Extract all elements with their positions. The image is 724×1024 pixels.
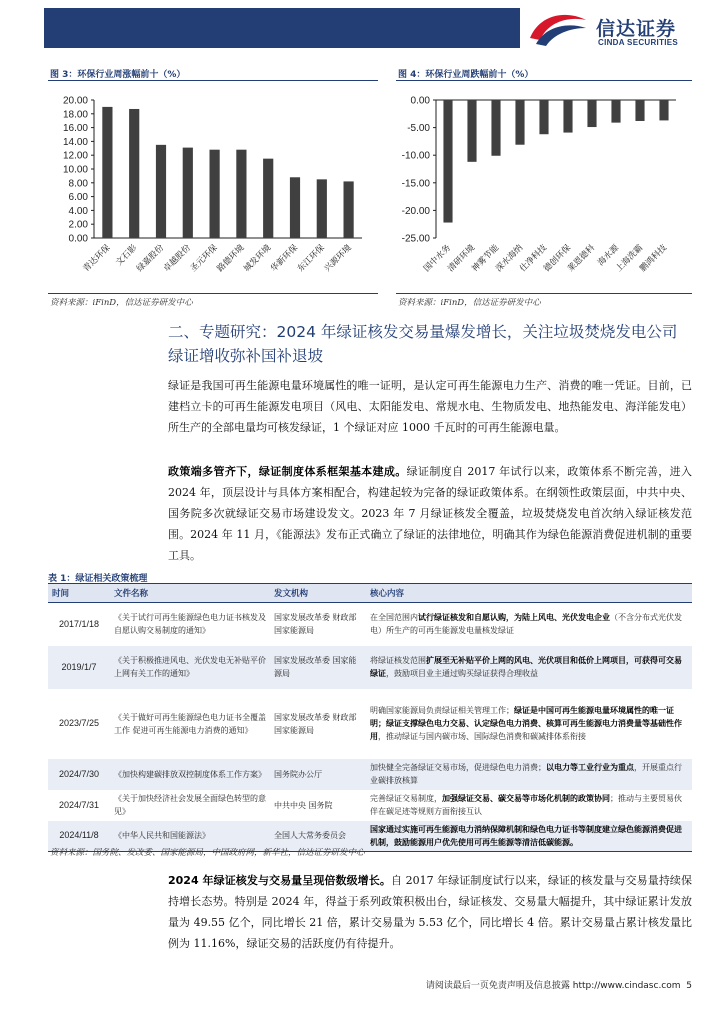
page-header <box>0 0 724 56</box>
category-label: 神雾节能 <box>469 243 502 275</box>
y-tick-label: 6.00 <box>68 192 88 204</box>
policy-paragraph-body: 绿证制度自 2017 年试行以来，政策体系不断完善，进入 2024 年，顶层设计与具体方案相配合，构建起较为完备的绿证政策体系。在纲领性政策层面，中共中央、国务院多次就绿证交易市场建设发文。2023 年 7 月绿证核发全覆盖，垃圾焚烧发电首次纳入绿证核发范围。2024 年 11 月，《能源法》发布正式确立了绿证的法律地位，明确其作为绿色能源消费促进机制的重要工具。 <box>168 465 692 562</box>
category-label: 东江环保 <box>295 243 327 275</box>
row-date: 2024/7/30 <box>48 759 110 790</box>
bar <box>467 100 476 162</box>
table-row <box>48 646 692 689</box>
bar <box>515 100 524 145</box>
bar <box>587 100 596 127</box>
figure3-bar-chart <box>50 82 368 294</box>
logo-swoosh-icon <box>526 8 590 50</box>
y-tick-label: -10.00 <box>401 150 430 162</box>
section-heading: 二、专题研究：2024 年绿证核发交易量爆发增长，关注垃圾焚烧发电公司绿证增收弥补国补退坡 <box>168 323 678 365</box>
category-label: 清研环境 <box>445 243 478 275</box>
y-tick-label: -15.00 <box>401 178 430 190</box>
table-source: 资料来源：国务院、发改委、国家能源局，中国政府网，新华社，信达证券研发中心 <box>50 848 365 858</box>
growth-paragraph-lead: 2024 年绿证核发与交易量呈现倍数级增长。 <box>168 874 391 887</box>
figure4-source: 资料来源：iFinD，信达证券研发中心 <box>398 298 541 308</box>
figure3-bottom-rule <box>48 293 378 294</box>
bar <box>344 181 354 238</box>
table-title: 表 1：绿证相关政策梳理 <box>48 574 148 584</box>
row-document: 《关于做好可再生能源绿色电力证书全覆盖工作 促进可再生能源电力消费的通知》 <box>114 712 266 735</box>
logo-chinese-name: 信达证券 <box>596 18 677 40</box>
row-date: 2023/7/25 <box>58 718 100 728</box>
row-document: 《关于加快经济社会发展全面绿色转型的意见》 <box>114 794 266 816</box>
row-date: 2024/7/31 <box>58 799 100 810</box>
y-tick-label: 16.00 <box>62 123 88 135</box>
row-content: 在全国范围内试行绿证核发和自愿认购，为陆上风电、光伏发电企业（不含分布式光伏发电）所生产的可再生能源发电量核发绿证 <box>370 613 682 636</box>
growth-paragraph <box>168 870 692 954</box>
bar <box>491 100 500 156</box>
row-issuer: 中共中央 国务院 <box>274 800 333 810</box>
row-date: 2024/11/8 <box>48 821 110 852</box>
figure3-title: 图 3：环保行业周涨幅前十（%） <box>50 70 186 80</box>
figure3-chart <box>50 82 368 294</box>
category-label: 文石影 <box>114 243 140 269</box>
growth-paragraph-body: 自 2017 年绿证制度试行以来，绿证的核发量与交易量持续保持增长态势。特别是 2024 年，得益于系列政策积极出台，绿证核发、交易量大幅提升，其中绿证累计发放量为 49.55 亿个，同比增长 21 倍，累计交易量为 5.53 亿个，同比增长 4 倍。累计交易量占累计核发量比例为 11.16%，绿证交易的活跃度仍有待提升。 <box>168 874 692 950</box>
company-logo <box>526 8 706 50</box>
category-label: 上海洗霸 <box>613 243 646 275</box>
bar <box>317 179 327 238</box>
row-document: 《关于积极推进风电、光伏发电无补贴平价上网有关工作的通知》 <box>110 646 270 689</box>
col-header-date: 时间 <box>48 584 110 603</box>
y-tick-label: 8.00 <box>68 178 88 190</box>
page-footer <box>420 978 692 991</box>
bar <box>539 100 548 134</box>
figure3-source: 资料来源：iFinD，信达证券研发中心 <box>50 298 193 308</box>
y-tick-label: 0.00 <box>410 95 430 107</box>
bar <box>659 100 668 120</box>
col-header-content: 核心内容 <box>366 584 692 603</box>
figure4-bar-chart <box>392 82 710 294</box>
category-label: 青达环保 <box>81 243 113 275</box>
category-label: 深水海纳 <box>493 243 526 275</box>
bar <box>183 148 193 238</box>
table-row <box>48 689 692 759</box>
row-content: 加快健全完备绿证交易市场，促进绿色电力消费；以电力等工业行业为重点，开展重点行业碳排放核算 <box>366 759 692 790</box>
row-content: 完善绿证交易制度，加强绿证交易、碳交易等市场化机制的政策协同；推动与主要贸易伙伴在碳足迹等规则方面衔接互认 <box>370 794 682 816</box>
category-label: 海水源 <box>596 243 622 269</box>
figure4-chart <box>392 82 710 294</box>
page-number: 5 <box>686 981 692 991</box>
row-date: 2019/1/7 <box>48 646 110 689</box>
header-bar <box>44 8 520 48</box>
bar <box>210 150 220 238</box>
row-issuer: 国家发展改革委 财政部 国家能源局 <box>274 613 357 636</box>
y-tick-label: -5.00 <box>407 123 430 135</box>
figure3-top-rule <box>48 80 378 81</box>
category-label: 城发环境 <box>242 243 274 275</box>
bar <box>102 107 112 238</box>
policy-paragraph <box>168 461 692 566</box>
policy-paragraph-lead: 政策端多管齐下，绿证制度体系框架基本建成。 <box>168 465 407 478</box>
logo-english-name: CINDA SECURITIES <box>598 38 679 47</box>
row-content: 明确国家能源局负责绿证相关管理工作；绿证是中国可再生能源电量环境属性的唯一证明；绿证支撑绿色电力交易、认定绿色电力消费、核算可再生能源电力消费量等基础性作用，推动绿证与国内碳市场、国际绿色消费和碳减排体系衔接 <box>370 706 682 741</box>
y-tick-label: 20.00 <box>62 95 88 107</box>
bar <box>443 100 452 223</box>
category-label: 绿嘉股份 <box>134 243 167 275</box>
y-tick-label: 0.00 <box>68 233 88 245</box>
bar <box>129 109 139 238</box>
category-label: 仕净科技 <box>517 243 550 275</box>
row-document: 《关于试行可再生能源绿色电力证书核发及自愿认购交易制度的通知》 <box>114 613 266 636</box>
bar <box>611 100 620 123</box>
bar <box>263 159 273 238</box>
category-label: 国中水务 <box>421 243 454 275</box>
category-label: 鹏鸿科技 <box>637 243 670 275</box>
row-content: 国家通过实施可再生能源电力消纳保障机制和绿色电力证书等制度建立绿色能源消费促进机制，鼓励能源用户优先使用可再生能源等清洁低碳能源。 <box>366 821 692 852</box>
bar <box>635 100 644 121</box>
row-issuer: 全国人大常务委员会 <box>270 821 366 852</box>
category-label: 华新环保 <box>268 243 301 275</box>
intro-paragraph: 绿证是我国可再生能源电量环境属性的唯一证明，是认定可再生能源电力生产、消费的唯一凭证。目前，已建档立卡的可再生能源发电项目（风电、太阳能发电、常规水电、生物质发电、地热能发电、海洋能发电）所生产的全部电量均可核发绿证，1 个绿证对应 1000 千瓦时的可再生能源电量。 <box>168 379 692 434</box>
y-tick-label: -20.00 <box>401 205 430 217</box>
y-tick-label: 2.00 <box>68 219 88 231</box>
category-label: 路德环境 <box>215 243 247 275</box>
row-date: 2017/1/18 <box>58 618 100 629</box>
bar <box>156 145 166 238</box>
y-tick-label: 12.00 <box>62 150 88 162</box>
bar <box>563 100 572 133</box>
table-row <box>48 603 692 646</box>
policy-table <box>48 583 692 852</box>
col-header-issuer: 发文机构 <box>270 584 366 603</box>
bar <box>290 177 300 238</box>
y-tick-label: 18.00 <box>62 109 88 121</box>
category-label: 兴源环境 <box>322 243 354 275</box>
category-label: 德创环保 <box>541 243 574 275</box>
category-label: 卓越股份 <box>161 243 193 275</box>
figure4-top-rule <box>396 80 692 81</box>
row-document: 《中华人民共和国能源法》 <box>110 821 270 852</box>
col-header-document: 文件名称 <box>110 584 270 603</box>
table-row <box>48 759 692 790</box>
y-tick-label: 4.00 <box>68 205 88 217</box>
table-row <box>48 790 692 821</box>
bar <box>236 150 246 238</box>
y-tick-label: 10.00 <box>62 164 88 176</box>
row-issuer: 国务院办公厅 <box>270 759 366 790</box>
figure4-title: 图 4：环保行业周跌幅前十（%） <box>398 70 534 80</box>
row-content: 将绿证核发范围扩展至无补贴平价上网的风电、光伏项目和低价上网项目，可获得可交易绿证，鼓励项目业主通过购买绿证获得合理收益 <box>366 646 692 689</box>
category-label: 圣元环保 <box>188 243 220 275</box>
y-tick-label: -25.00 <box>401 233 430 245</box>
row-issuer: 国家发展改革委 国家能源局 <box>270 646 366 689</box>
row-issuer: 国家发展改革委 财政部 国家能源局 <box>274 712 357 735</box>
row-document: 《加快构建碳排放双控制度体系工作方案》 <box>110 759 270 790</box>
table-header-row <box>48 584 692 603</box>
figure4-bottom-rule <box>396 293 692 294</box>
y-tick-label: 14.00 <box>62 136 88 148</box>
category-label: 莱恩德科 <box>565 243 598 275</box>
footer-disclaimer: 请阅读最后一页免责声明及信息披露 http://www.cindasc.com <box>425 981 681 991</box>
